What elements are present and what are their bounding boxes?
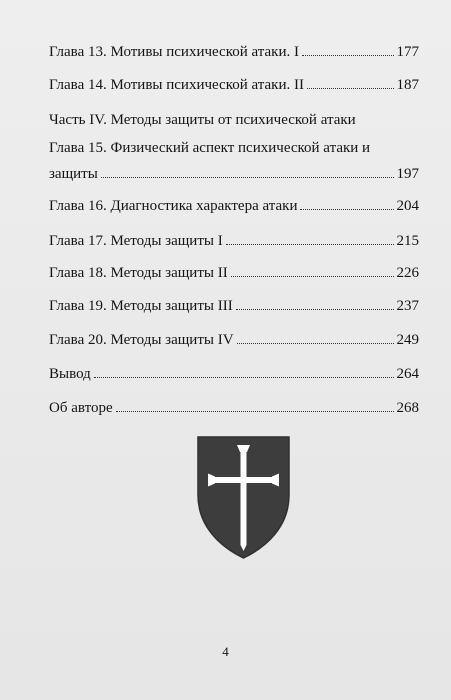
toc-entry-title: Глава 16. Диагностика характера атаки (49, 198, 298, 214)
toc-entry-chapter-16[interactable] (49, 197, 419, 215)
toc-entry-page: 237 (396, 298, 419, 314)
toc-entry-page: 264 (396, 366, 419, 382)
toc-entry-page: 177 (396, 44, 419, 60)
dot-leader (236, 308, 394, 310)
toc-entry-title: Глава 19. Методы защиты III (49, 298, 233, 314)
dot-leader (226, 243, 394, 245)
shield-with-cross-icon (196, 435, 291, 560)
toc-entry-title: Об авторе (49, 400, 113, 416)
toc-entry-chapter-19[interactable] (49, 297, 419, 315)
toc-entry-title: Глава 13. Мотивы психической атаки. I (49, 44, 299, 60)
dot-leader (116, 410, 394, 412)
toc-entry-chapter-13[interactable] (49, 43, 419, 61)
dot-leader (300, 208, 393, 210)
toc-entry-about-author[interactable] (49, 399, 419, 417)
dot-leader (302, 54, 394, 56)
toc-entry-chapter-17[interactable] (49, 232, 419, 250)
dot-leader (307, 87, 394, 89)
toc-entry-title: Глава 20. Методы защиты IV (49, 332, 234, 348)
page-number: 4 (222, 644, 229, 659)
toc-entry-title: защиты (49, 166, 98, 182)
toc-entry-page: 187 (396, 77, 419, 93)
part-heading-text: Часть IV. Методы защиты от психической атаки (49, 112, 356, 128)
toc-entry-title: Глава 17. Методы защиты I (49, 233, 223, 249)
dot-leader (237, 342, 394, 344)
toc-entry-chapter-14[interactable] (49, 76, 419, 94)
toc-entry-chapter-18[interactable] (49, 264, 419, 282)
toc-entry-title-line1: Глава 15. Физический аспект психической атаки и (49, 140, 371, 156)
toc-entry-page: 268 (396, 400, 419, 416)
toc-entry-page: 204 (396, 198, 419, 214)
toc-entry-conclusion[interactable] (49, 365, 419, 383)
toc-entry-chapter-15[interactable] (49, 139, 419, 183)
toc-entry-page: 249 (396, 332, 419, 348)
toc-part-heading[interactable] (49, 111, 419, 129)
dot-leader (231, 275, 394, 277)
toc-entry-title: Глава 18. Методы защиты II (49, 265, 228, 281)
toc-entry-title: Глава 14. Мотивы психической атаки. II (49, 77, 304, 93)
dot-leader (101, 176, 394, 178)
toc-entry-page: 226 (396, 265, 419, 281)
toc-entry-chapter-20[interactable] (49, 331, 419, 349)
toc-entry-title: Вывод (49, 366, 91, 382)
toc-entry-page: 197 (396, 166, 419, 182)
dot-leader (94, 376, 394, 378)
toc-entry-page: 215 (396, 233, 419, 249)
